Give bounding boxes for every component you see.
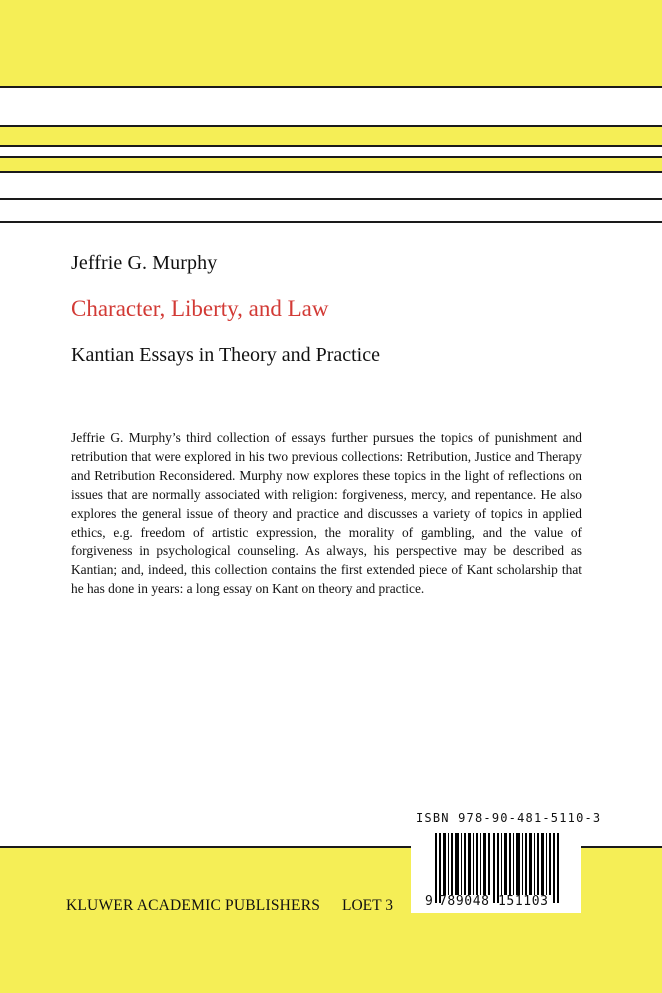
stripe-rule-3 xyxy=(0,156,662,158)
stripe-yellow-2 xyxy=(0,157,662,171)
stripe-rule-4 xyxy=(0,171,662,173)
barcode-lead-digit: 9 xyxy=(425,894,434,909)
publisher-name: KLUWER ACADEMIC PUBLISHERS xyxy=(66,897,321,914)
book-title: Character, Liberty, and Law xyxy=(71,296,329,321)
author-name: Jeffrie G. Murphy xyxy=(71,252,218,274)
stripe-rule-6 xyxy=(0,221,662,223)
stripe-rule-1 xyxy=(0,125,662,127)
stripe-rule-2 xyxy=(0,145,662,147)
isbn-label: ISBN 978-90-481-5110-3 xyxy=(416,811,602,825)
series-code: LOET 3 xyxy=(342,897,393,914)
stripe-yellow-1 xyxy=(0,127,662,145)
barcode-bars-icon xyxy=(435,833,559,903)
top-yellow-band xyxy=(0,0,662,86)
top-rule xyxy=(0,86,662,88)
book-subtitle: Kantian Essays in Theory and Practice xyxy=(71,344,380,366)
stripe-rule-5 xyxy=(0,198,662,200)
barcode-number: 789048 151103 xyxy=(439,894,549,909)
book-blurb: Jeffrie G. Murphy’s third collection of essays further pursues the topics of punishment and retribution that were explored in his two previous collections: Retribution, Justice and Therapy and Retribution Reconsidered. Murphy now explores these topics in the light of reflections on issues that are normally associated with religion: forgiveness, mercy, and repentance. He also explores the general issue of theory and practice and discusses a variety of topics in applied ethics, e.g. freedom of artistic expression, the morality of gambling, and the value of forgiveness in psychological counseling. As always, his perspective may be described as Kantian; and, indeed, this collection contains the first extended piece of Kant scholarship that he has done in years: a long essay on Kant on theory and practice. xyxy=(71,430,582,597)
